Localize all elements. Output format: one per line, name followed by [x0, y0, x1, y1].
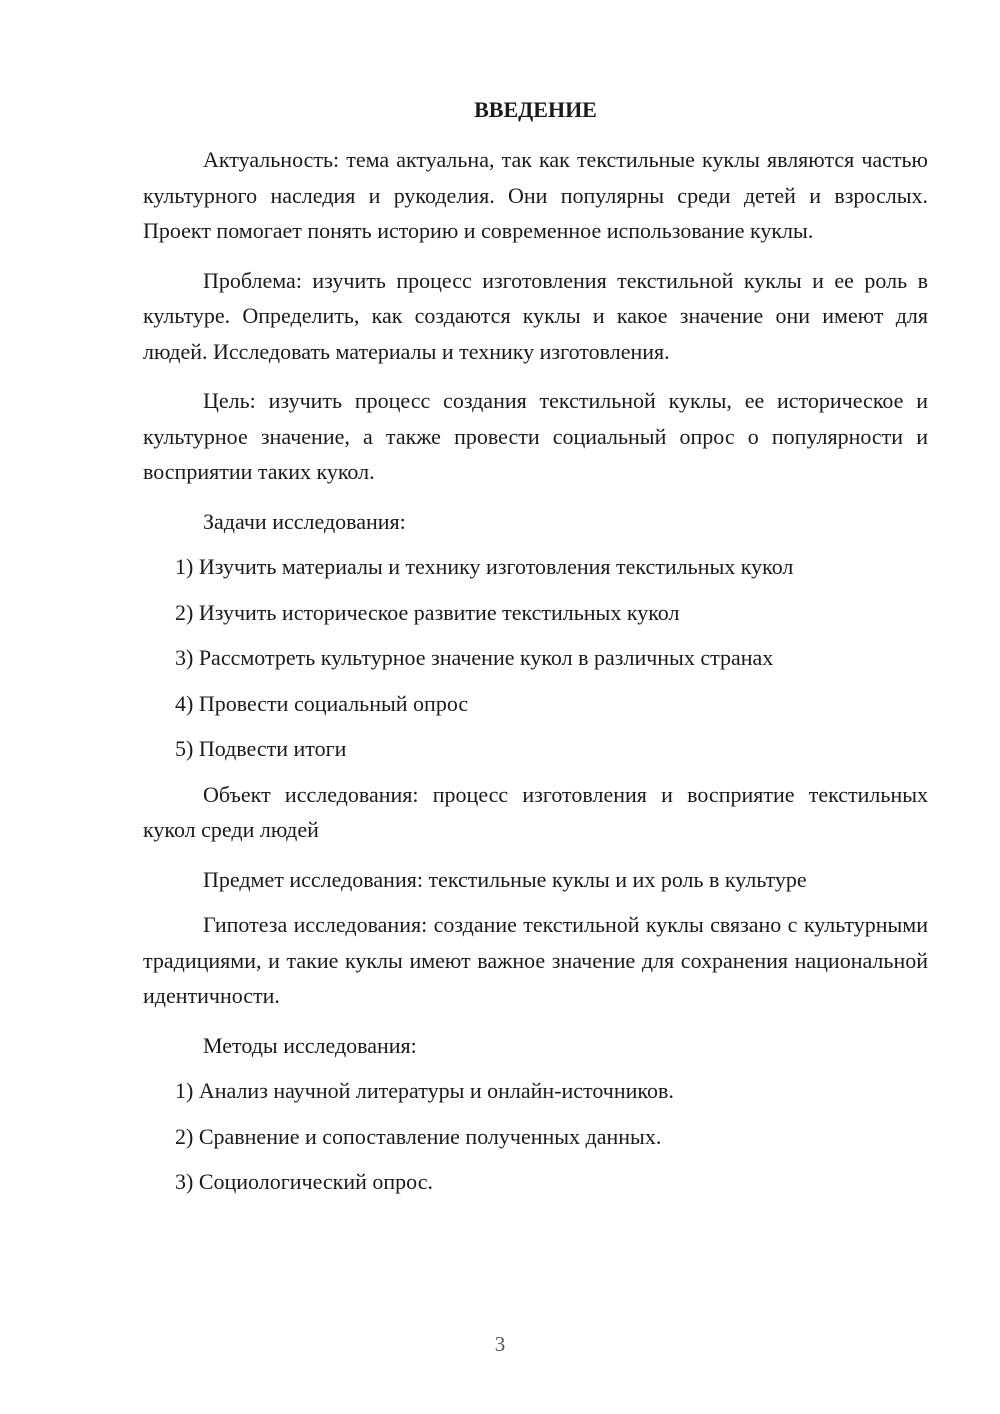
document-page — [143, 92, 928, 1210]
relevance-paragraph: Актуальность: тема актуальна, так как текстильные куклы являются частью культурного наследия и рукоделия. Они популярны среди детей и взрослых. Проект помогает понять историю и современное использование куклы. — [143, 147, 928, 243]
subject-paragraph: Предмет исследования: текстильные куклы и их роль в культуре — [203, 866, 807, 892]
page-title: ВВЕДЕНИЕ — [474, 97, 597, 122]
object-paragraph: Объект исследования: процесс изготовления и восприятие текстильных кукол среди людей — [143, 781, 928, 842]
list-item: 3) Рассмотреть культурное значение кукол в различных странах — [175, 645, 774, 670]
page-number: 3 — [494, 1332, 506, 1356]
goal-paragraph: Цель: изучить процесс создания текстильной куклы, ее историческое и культурное значение, а также провести социальный опрос о популярности и восприятии таких кукол. — [143, 388, 928, 484]
list-item: 3) Социологический опрос. — [175, 1169, 433, 1194]
hypothesis-paragraph: Гипотеза исследования: создание текстильной куклы связано с культурными традициями, и такие куклы имеют важное значение для сохранения национальной идентичности. — [143, 912, 928, 1008]
methods-list — [143, 1073, 928, 1200]
tasks-list — [143, 549, 928, 767]
list-item: 5) Подвести итоги — [175, 736, 347, 761]
list-item: 2) Изучить историческое развитие текстильных кукол — [175, 599, 680, 625]
list-item: 4) Провести социальный опрос — [175, 690, 469, 716]
list-item: 1) Изучить материалы и технику изготовления текстильных кукол — [175, 554, 794, 579]
list-item: 2) Сравнение и сопоставление полученных данных. — [175, 1123, 662, 1149]
methods-label: Методы исследования: — [203, 1032, 417, 1058]
tasks-label: Задачи исследования: — [203, 508, 406, 534]
problem-paragraph: Проблема: изучить процесс изготовления текстильной куклы и ее роль в культуре. Определить, как создаются куклы и какое значение они имеют для людей. Исследовать материалы и технику изготовления. — [143, 267, 928, 364]
list-item: 1) Анализ научной литературы и онлайн-источников. — [175, 1078, 674, 1103]
